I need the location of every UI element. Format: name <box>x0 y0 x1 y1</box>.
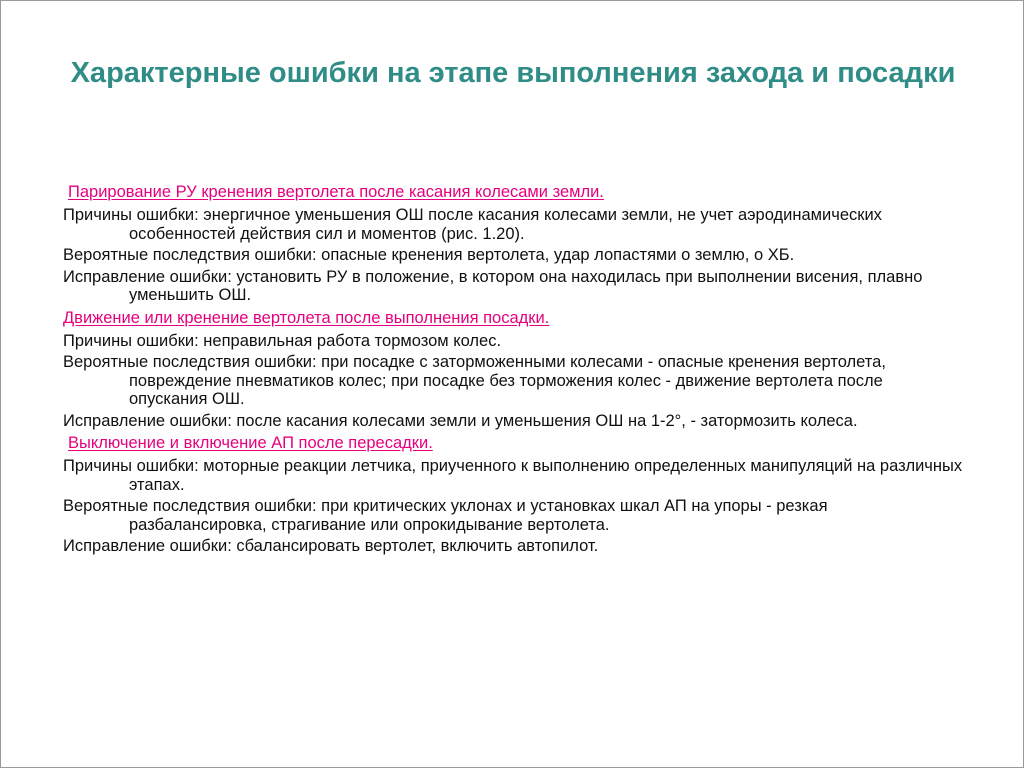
section-item: Исправление ошибки: после касания колесами земли и уменьшения ОШ на 1-2°, - затормозить колеса. <box>63 411 858 430</box>
section-3 <box>63 433 963 556</box>
section-item: Вероятные последствия ошибки: опасные кренения вертолета, удар лопастями о землю, о ХБ. <box>63 246 795 264</box>
slide-content <box>63 182 963 559</box>
section-item: Вероятные последствия ошибки: при посадке с заторможенными колесами - опасные кренения вертолета, повреждение пневматиков колес; при посадке без торможения колес - движение вертолета после опускания ОШ. <box>63 353 886 408</box>
section-item: Причины ошибки: энергичное уменьшения ОШ после касания колесами земли, не учет аэродинамических особенностей действия сил и моментов (рис. 1.20). <box>63 206 882 243</box>
section-2 <box>63 308 963 431</box>
slide-title: Характерные ошибки на этапе выполнения захода и посадки <box>70 57 956 89</box>
section-item: Исправление ошибки: установить РУ в положение, в котором она находилась при выполнении висения, плавно уменьшить ОШ. <box>63 267 923 304</box>
section-item: Вероятные последствия ошибки: при критических уклонах и установках шкал АП на упоры - резкая разбалансировка, страгивание или опрокидывание вертолета. <box>63 497 828 534</box>
section-heading: Выключение и включение АП после пересадки. <box>68 434 433 452</box>
section-1 <box>63 182 963 305</box>
section-item: Причины ошибки: неправильная работа тормозом колес. <box>63 331 502 350</box>
section-heading: Движение или кренение вертолета после выполнения посадки. <box>63 308 550 327</box>
section-item: Причины ошибки: моторные реакции летчика, приученного к выполнению определенных манипуляций на различных этапах. <box>63 457 963 494</box>
section-item: Исправление ошибки: сбалансировать вертолет, включить автопилот. <box>63 537 599 555</box>
section-heading: Парирование РУ кренения вертолета после касания колесами земли. <box>68 183 604 201</box>
